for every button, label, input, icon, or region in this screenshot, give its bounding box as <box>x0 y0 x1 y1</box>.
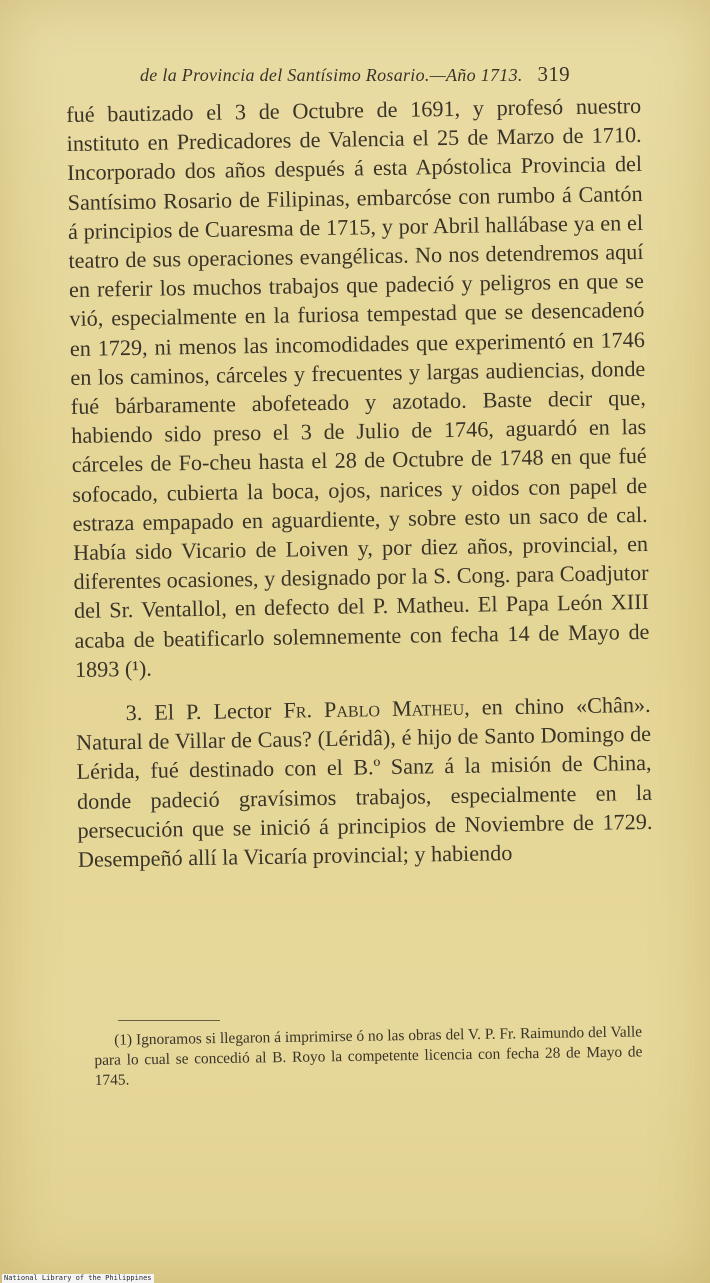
body-text <box>66 91 653 874</box>
footnote-rule <box>118 1020 220 1021</box>
footnote-reference: (¹). <box>124 655 153 682</box>
paragraph-1-text: fué bautizado el 3 de Octubre de 1691, y profesó nuestro instituto en Predicadores de Valencia el 25 de Marzo de 1710. Incorporado dos años después á esta Apóstolica Provincia del Santísimo Rosario de Filipinas, embarcóse con rumbo á Cantón á principios de Cuaresma de 1715, y por Abril hallábase ya en el teatro de sus operaciones evangélicas. No nos detendremos aquí en referir los muchos trabajos que padeció y peligros en que se vió, especialmente en la furiosa tempestad que se desencadenó en 1729, ni menos las incomodidades que experimentó en 1746 en los caminos, cárceles y frecuentes y largas audiencias, donde fué bárbaramente abofeteado y azotado. Baste decir que, habiendo sido preso el 3 de Julio de 1746, aguardó en las cárceles de Fo-cheu hasta el 28 de Octubre de 1748 en que fué sofocado, cubierta la boca, ojos, narices y oidos con papel de estraza empapado en aguardiente, y sobre esto un saco de cal. Había sido Vicario de Loiven y, por diez años, provincial, en diferentes ocasiones, y designado por la S. Cong. para Coadjutor del Sr. Ventallol, en defecto del P. Matheu. El Papa León XIII acaba de beatificarlo solemnemente con fecha 14 de Mayo de 1893 <box>66 92 650 682</box>
paragraph-1 <box>66 91 650 684</box>
footnote <box>94 1022 643 1090</box>
paragraph-2-name: Fr. Pablo Matheu, <box>283 694 470 723</box>
library-watermark: National Library of the Philippines <box>4 1274 152 1282</box>
paragraph-2 <box>75 690 653 874</box>
running-title: de la Provincia del Santísimo Rosario.—Año 1713. <box>140 65 523 85</box>
paragraph-2-text: en chino «Chân». Natural de Villar de Caus? (Léridâ), é hijo de Santo Domingo de Lérida, fué destinado con el B.º Sanz á la misión de China, donde padeció gravísimos trabajos, especialmente en la persecución que se inició á principios de Noviembre de 1729. Desempeñó allí la Vicaría provincial; y habiendo <box>75 691 653 872</box>
footnote-text: (1) Ignoramos si llegaron á imprimirse ó no las obras del V. P. Fr. Raimundo del Valle para lo cual se concedió al B. Royo la competente licencia con fecha 28 de Mayo de 1745. <box>94 1023 643 1089</box>
page-number: 319 <box>537 62 570 86</box>
running-header <box>140 62 610 87</box>
paragraph-2-lead: 3. El P. Lector <box>125 697 272 726</box>
